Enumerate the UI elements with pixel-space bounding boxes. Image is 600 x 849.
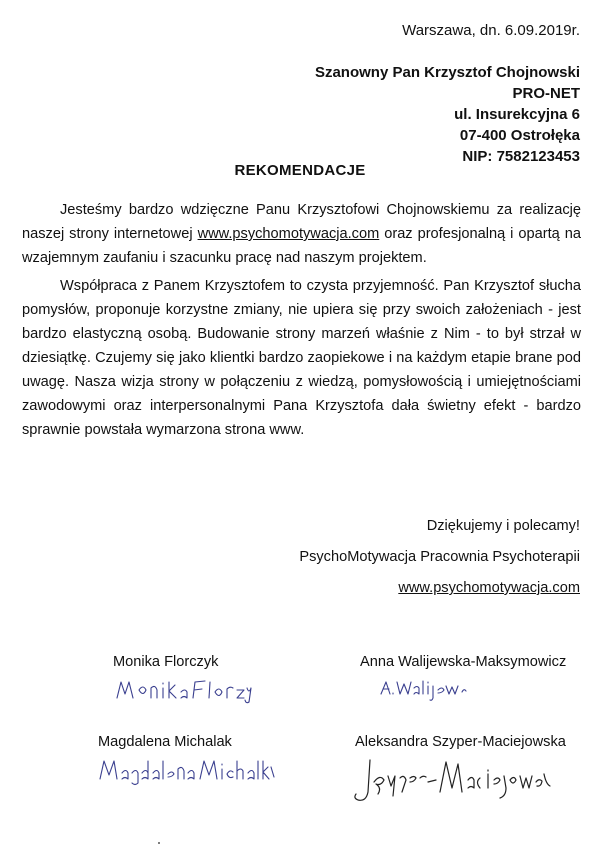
letter-title: REKOMENDACJE (234, 162, 366, 179)
paragraph-cooperation: Współpraca z Panem Krzysztofem to czysta przyjemność. Pan Krzysztof słucha pomysłów, proponuje korzystne zmiany, nie upiera się przy swoich założeniach - jest bardzo elastyczną osobą. Budowanie strony marzeń właśnie z Nim - to był strzał w dziesiątkę. Czujemy się jako klientki bardzo zaopiekowe i na każdym etapie brane pod uwagę. Nasza wizja strony w połączeniu z wiedzą, pomysłowością i umiejętnościami zawodowymi oraz interpersonalnymi Pana Krzysztofa dała świetny efekt - bardzo sprawnie powstała wymarzona strona www. (22, 278, 581, 438)
addressee-street: ul. Insurekcyjna 6 (454, 106, 580, 123)
closing-thanks: Dziękujemy i polecamy! (426, 518, 580, 534)
signature-monika-florczyk (113, 672, 253, 706)
signatory-name-1: Monika Florczyk (113, 654, 219, 670)
signature-anna-walijewska (378, 672, 468, 702)
addressee-company: PRO-NET (512, 85, 580, 102)
closing-organization: PsychoMotywacja Pracownia Psychoterapii (299, 549, 580, 565)
signatory-name-2: Anna Walijewska-Maksymowicz (360, 654, 567, 670)
paragraph-thanks-end: oraz profesjonalną i opartą na wzajemnym zaufaniu i szacunku pracę nad naszym projektem. (22, 226, 581, 266)
closing-block (299, 511, 580, 604)
closing-website-link[interactable]: www.psychomotywacja.com (398, 580, 580, 596)
signature-aleksandra-szyper-maciejowska (352, 752, 552, 812)
letter-body (22, 198, 581, 446)
signature-magdalena-michalak (96, 753, 276, 787)
addressee-nip: NIP: 7582123453 (462, 148, 580, 165)
paragraph-thanks (22, 198, 581, 270)
addressee-name: Szanowny Pan Krzysztof Chojnowski (314, 64, 580, 81)
signatory-name-3: Magdalena Michalak (98, 734, 232, 750)
addressee-city: 07-400 Ostrołęka (459, 127, 580, 144)
paragraph-thanks-start: Jesteśmy bardzo wdzięczne Panu Krzysztofowi Chojnowskiemu za realizację naszej strony internetowej (22, 202, 581, 242)
addressee-block (315, 62, 580, 167)
letter-date: Warszawa, dn. 6.09.2019r. (402, 22, 580, 39)
page-dot (158, 842, 160, 844)
website-link-inline[interactable]: www.psychomotywacja.com (197, 226, 380, 242)
signatory-name-4: Aleksandra Szyper-Maciejowska (355, 734, 566, 750)
